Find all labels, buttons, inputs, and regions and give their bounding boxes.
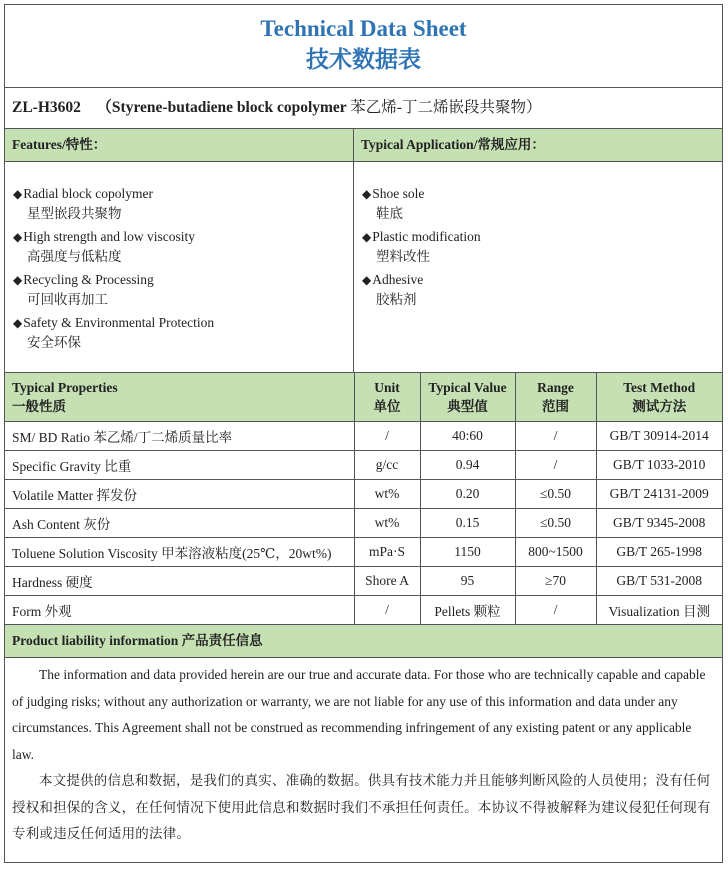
features-applications-body [5, 162, 722, 373]
property-value: 0.15 [420, 509, 515, 538]
applications-list [354, 162, 722, 372]
title-chinese: 技术数据表 [306, 47, 421, 72]
application-item-en: Shoe sole [372, 186, 425, 201]
application-item [362, 184, 722, 223]
feature-item [13, 270, 353, 309]
feature-item [13, 227, 353, 266]
diamond-bullet-icon: ◆ [362, 187, 372, 201]
property-unit: g/cc [354, 451, 420, 480]
table-row [5, 451, 722, 480]
feature-item-cn: 星型嵌段共聚物 [27, 206, 122, 221]
property-name: Hardness 硬度 [5, 567, 354, 596]
property-method: GB/T 9345-2008 [596, 509, 722, 538]
diamond-bullet-icon: ◆ [13, 230, 23, 244]
properties-header-row [5, 373, 722, 422]
feature-item-en: Recycling & Processing [23, 272, 154, 287]
table-row [5, 596, 722, 625]
property-name: Toluene Solution Viscosity 甲苯溶液粘度(25℃，20wt%) [5, 538, 354, 567]
property-unit: Shore A [354, 567, 420, 596]
property-name: SM/ BD Ratio 苯乙烯/丁二烯质量比率 [5, 422, 354, 451]
table-row [5, 480, 722, 509]
liability-text-en: The information and data provided herein are our true and accurate data. For those who are technically capable and capable of judging risks; without any authorization or warranty, we are not liable for any use of this information and data under any circumstances. This Agreement shall not be construed as recommending infringement of any existing patent or any applicable law. [12, 667, 706, 762]
liability-header: Product liability information 产品责任信息 [5, 625, 722, 658]
property-range: / [515, 596, 596, 625]
header-method: Test Method 测试方法 [596, 373, 722, 422]
feature-item-cn: 安全环保 [27, 335, 81, 350]
property-unit: wt% [354, 480, 420, 509]
properties-table [5, 373, 722, 625]
application-item [362, 227, 722, 266]
property-value: Pellets 颗粒 [420, 596, 515, 625]
applications-header: Typical Application/常规应用： [361, 137, 545, 152]
property-range: / [515, 422, 596, 451]
property-range: ≥70 [515, 567, 596, 596]
features-list [5, 162, 354, 372]
feature-item [13, 184, 353, 223]
property-method: GB/T 531-2008 [596, 567, 722, 596]
property-method: GB/T 265-1998 [596, 538, 722, 567]
application-item-en: Adhesive [372, 272, 424, 287]
property-range: ≤0.50 [515, 480, 596, 509]
product-line [5, 88, 722, 129]
liability-text-cn: 本文提供的信息和数据，是我们的真实、准确的数据。供具有技术能力并且能够判断风险的人员使用；没有任何授权和担保的含义，在任何情况下使用此信息和数据时我们不承担任何责任。本协议不得被解释为建议侵犯任何现有专利或违反任何适用的法律。 [12, 773, 711, 841]
property-unit: mPa·S [354, 538, 420, 567]
data-sheet [4, 4, 723, 863]
features-header: Features/特性： [5, 129, 354, 161]
property-name: Specific Gravity 比重 [5, 451, 354, 480]
table-row [5, 567, 722, 596]
property-value: 40:60 [420, 422, 515, 451]
property-range: / [515, 451, 596, 480]
property-name: Volatile Matter 挥发份 [5, 480, 354, 509]
application-item-cn: 鞋底 [376, 206, 403, 221]
title-english: Technical Data Sheet [260, 16, 467, 41]
table-row [5, 538, 722, 567]
feature-item-en: Safety & Environmental Protection [23, 315, 215, 330]
property-unit: / [354, 422, 420, 451]
diamond-bullet-icon: ◆ [362, 273, 372, 287]
application-item-cn: 胶粘剂 [376, 292, 417, 307]
property-name: Form 外观 [5, 596, 354, 625]
application-item [362, 270, 722, 309]
property-range: 800~1500 [515, 538, 596, 567]
application-item-cn: 塑料改性 [376, 249, 430, 264]
diamond-bullet-icon: ◆ [13, 187, 23, 201]
application-item-en: Plastic modification [372, 229, 481, 244]
feature-item [13, 313, 353, 352]
property-value: 95 [420, 567, 515, 596]
property-method: GB/T 24131-2009 [596, 480, 722, 509]
property-range: ≤0.50 [515, 509, 596, 538]
property-name: Ash Content 灰份 [5, 509, 354, 538]
product-code: ZL-H3602 [12, 99, 81, 116]
feature-item-en: High strength and low viscosity [23, 229, 195, 244]
property-value: 0.94 [420, 451, 515, 480]
title-block [5, 5, 722, 88]
diamond-bullet-icon: ◆ [13, 273, 23, 287]
table-row [5, 422, 722, 451]
header-unit: Unit 单位 [354, 373, 420, 422]
table-row [5, 509, 722, 538]
property-unit: wt% [354, 509, 420, 538]
product-name-en: （Styrene-butadiene block copolymer [96, 99, 347, 116]
property-method: Visualization 目测 [596, 596, 722, 625]
property-value: 0.20 [420, 480, 515, 509]
property-method: GB/T 1033-2010 [596, 451, 722, 480]
feature-item-en: Radial block copolymer [23, 186, 153, 201]
features-applications-header [5, 129, 722, 162]
header-value: Typical Value 典型值 [420, 373, 515, 422]
diamond-bullet-icon: ◆ [362, 230, 372, 244]
feature-item-cn: 可回收再加工 [27, 292, 108, 307]
liability-body [5, 658, 722, 848]
header-range: Range 范围 [515, 373, 596, 422]
diamond-bullet-icon: ◆ [13, 316, 23, 330]
feature-item-cn: 高强度与低粘度 [27, 249, 122, 264]
property-unit: / [354, 596, 420, 625]
header-property: Typical Properties 一般性质 [5, 373, 354, 422]
property-value: 1150 [420, 538, 515, 567]
product-name-cn: 苯乙烯-丁二烯嵌段共聚物） [350, 99, 542, 116]
property-method: GB/T 30914-2014 [596, 422, 722, 451]
